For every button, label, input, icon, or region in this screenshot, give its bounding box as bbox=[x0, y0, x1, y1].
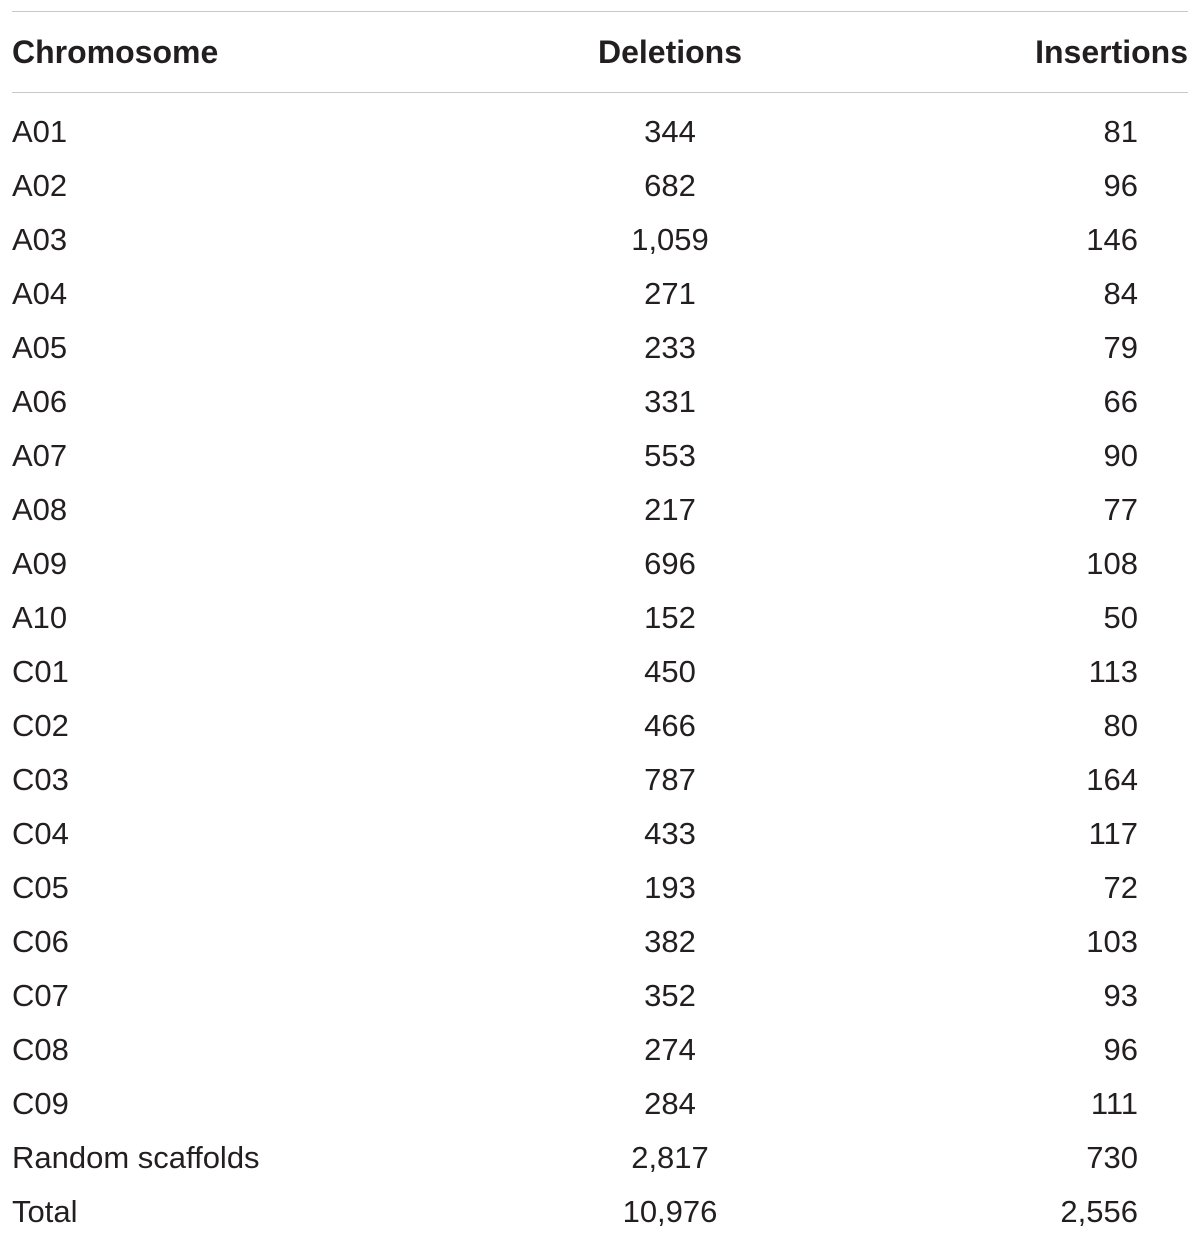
cell-insertions: 84 bbox=[1103, 276, 1138, 311]
cell-deletions: 433 bbox=[644, 816, 696, 851]
cell-chromosome: C04 bbox=[12, 816, 69, 851]
cell-chromosome: C06 bbox=[12, 924, 69, 959]
header-deletions: Deletions bbox=[432, 12, 868, 93]
cell-insertions: 96 bbox=[1103, 1032, 1138, 1067]
table-row bbox=[12, 1077, 1188, 1131]
cell-deletions: 696 bbox=[644, 546, 696, 581]
table-row bbox=[12, 321, 1188, 375]
cell-chromosome: A08 bbox=[12, 492, 68, 527]
cell-chromosome: Total bbox=[12, 1194, 78, 1229]
indel-table-container bbox=[12, 0, 1200, 1239]
table-header bbox=[12, 12, 1188, 93]
cell-insertions: 164 bbox=[1086, 762, 1138, 797]
table-row bbox=[12, 1185, 1188, 1239]
cell-deletions: 466 bbox=[644, 708, 696, 743]
table-row bbox=[12, 699, 1188, 753]
table-row bbox=[12, 267, 1188, 321]
cell-insertions: 113 bbox=[1088, 654, 1138, 689]
cell-chromosome: A07 bbox=[12, 438, 68, 473]
cell-chromosome: A03 bbox=[12, 222, 68, 257]
cell-chromosome: A05 bbox=[12, 330, 68, 365]
cell-chromosome: C01 bbox=[12, 654, 69, 689]
table-row bbox=[12, 807, 1188, 861]
header-row bbox=[12, 12, 1188, 93]
cell-insertions: 77 bbox=[1103, 492, 1138, 527]
table-row bbox=[12, 213, 1188, 267]
cell-insertions: 117 bbox=[1088, 816, 1138, 851]
cell-insertions: 103 bbox=[1086, 924, 1138, 959]
header-insertions: Insertions bbox=[868, 12, 1188, 93]
cell-chromosome: C03 bbox=[12, 762, 69, 797]
table-row bbox=[12, 591, 1188, 645]
cell-insertions: 108 bbox=[1086, 546, 1138, 581]
cell-insertions: 90 bbox=[1103, 438, 1138, 473]
header-chromosome: Chromosome bbox=[12, 12, 432, 93]
table-row bbox=[12, 537, 1188, 591]
cell-insertions: 96 bbox=[1103, 168, 1138, 203]
cell-deletions: 217 bbox=[644, 492, 696, 527]
cell-chromosome: C02 bbox=[12, 708, 69, 743]
cell-insertions: 146 bbox=[1086, 222, 1138, 257]
table-row bbox=[12, 861, 1188, 915]
cell-chromosome: A10 bbox=[12, 600, 68, 635]
cell-deletions: 193 bbox=[644, 870, 696, 905]
table-row bbox=[12, 1131, 1188, 1185]
cell-deletions: 450 bbox=[644, 654, 696, 689]
indel-table bbox=[12, 12, 1188, 1239]
cell-deletions: 344 bbox=[644, 114, 696, 149]
table-row bbox=[12, 375, 1188, 429]
cell-deletions: 233 bbox=[644, 330, 696, 365]
table-row bbox=[12, 93, 1188, 160]
cell-deletions: 271 bbox=[644, 276, 696, 311]
cell-chromosome: A01 bbox=[12, 114, 68, 149]
cell-insertions: 81 bbox=[1103, 114, 1138, 149]
cell-chromosome: C07 bbox=[12, 978, 69, 1013]
cell-insertions: 111 bbox=[1090, 1086, 1138, 1121]
table-row bbox=[12, 159, 1188, 213]
table-row bbox=[12, 915, 1188, 969]
cell-deletions: 682 bbox=[644, 168, 696, 203]
cell-chromosome: C09 bbox=[12, 1086, 69, 1121]
cell-insertions: 80 bbox=[1103, 708, 1138, 743]
table-body bbox=[12, 93, 1188, 1240]
cell-deletions: 382 bbox=[644, 924, 696, 959]
cell-insertions: 2,556 bbox=[1060, 1194, 1138, 1229]
cell-chromosome: A09 bbox=[12, 546, 68, 581]
cell-insertions: 730 bbox=[1086, 1140, 1138, 1175]
cell-chromosome: Random scaffolds bbox=[12, 1140, 260, 1175]
table-row bbox=[12, 483, 1188, 537]
cell-deletions: 284 bbox=[644, 1086, 696, 1121]
cell-chromosome: C08 bbox=[12, 1032, 69, 1067]
table-row bbox=[12, 429, 1188, 483]
cell-chromosome: A02 bbox=[12, 168, 68, 203]
cell-deletions: 152 bbox=[644, 600, 696, 635]
cell-insertions: 66 bbox=[1103, 384, 1138, 419]
cell-deletions: 352 bbox=[644, 978, 696, 1013]
cell-insertions: 72 bbox=[1103, 870, 1138, 905]
table-row bbox=[12, 1023, 1188, 1077]
cell-deletions: 2,817 bbox=[631, 1140, 709, 1175]
cell-chromosome: C05 bbox=[12, 870, 69, 905]
table-row bbox=[12, 645, 1188, 699]
cell-insertions: 50 bbox=[1103, 600, 1138, 635]
cell-deletions: 274 bbox=[644, 1032, 696, 1067]
cell-deletions: 10,976 bbox=[622, 1194, 718, 1229]
cell-deletions: 553 bbox=[644, 438, 696, 473]
cell-chromosome: A04 bbox=[12, 276, 68, 311]
cell-deletions: 1,059 bbox=[631, 222, 709, 257]
table-row bbox=[12, 753, 1188, 807]
cell-chromosome: A06 bbox=[12, 384, 68, 419]
table-row bbox=[12, 969, 1188, 1023]
cell-deletions: 331 bbox=[644, 384, 696, 419]
cell-insertions: 93 bbox=[1103, 978, 1138, 1013]
cell-deletions: 787 bbox=[644, 762, 696, 797]
cell-insertions: 79 bbox=[1103, 330, 1138, 365]
